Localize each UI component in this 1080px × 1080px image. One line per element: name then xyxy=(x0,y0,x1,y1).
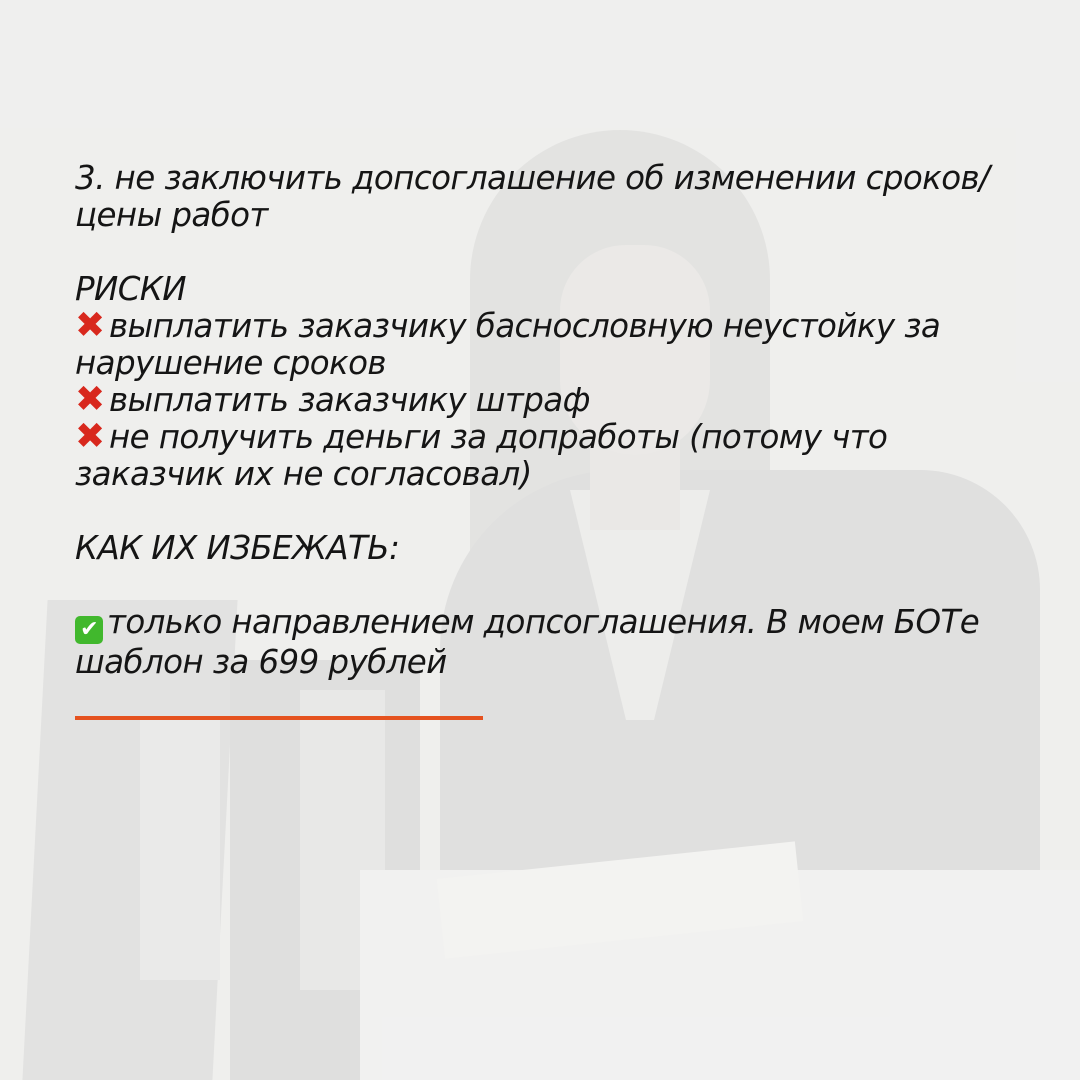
risk-item-3-text: не получить деньги за допработы (потому что xyxy=(109,418,888,456)
solution-heading: КАК ИХ ИЗБЕЖАТЬ: xyxy=(75,529,400,567)
risk-item-1-text: выплатить заказчику баснословную неустойку за xyxy=(109,307,941,345)
intro-line-1: 3. не заключить допсоглашение об изменении сроков/ xyxy=(75,159,990,197)
risk-item-1-cont: нарушение сроков xyxy=(75,344,386,382)
check-mark-icon: ✔ xyxy=(75,616,103,644)
cross-mark-icon: ✖ xyxy=(75,305,105,346)
solution-item-cont: шаблон за 699 рублей xyxy=(75,643,447,681)
risks-heading: РИСКИ xyxy=(75,270,186,308)
risk-item-2-text: выплатить заказчику штраф xyxy=(109,381,590,419)
solution-item xyxy=(75,604,1025,644)
post-text xyxy=(75,160,1025,681)
accent-divider xyxy=(75,716,483,720)
cross-mark-icon: ✖ xyxy=(75,416,105,457)
solution-item-text: только направлением допсоглашения. В моем БОТе xyxy=(107,603,980,641)
cross-mark-icon: ✖ xyxy=(75,379,105,420)
risk-item-3 xyxy=(75,416,1025,457)
risk-item-2 xyxy=(75,379,1025,420)
intro-line-2: цены работ xyxy=(75,196,268,234)
risk-item-3-cont: заказчик их не согласовал) xyxy=(75,455,532,493)
risk-item-1 xyxy=(75,305,1025,346)
